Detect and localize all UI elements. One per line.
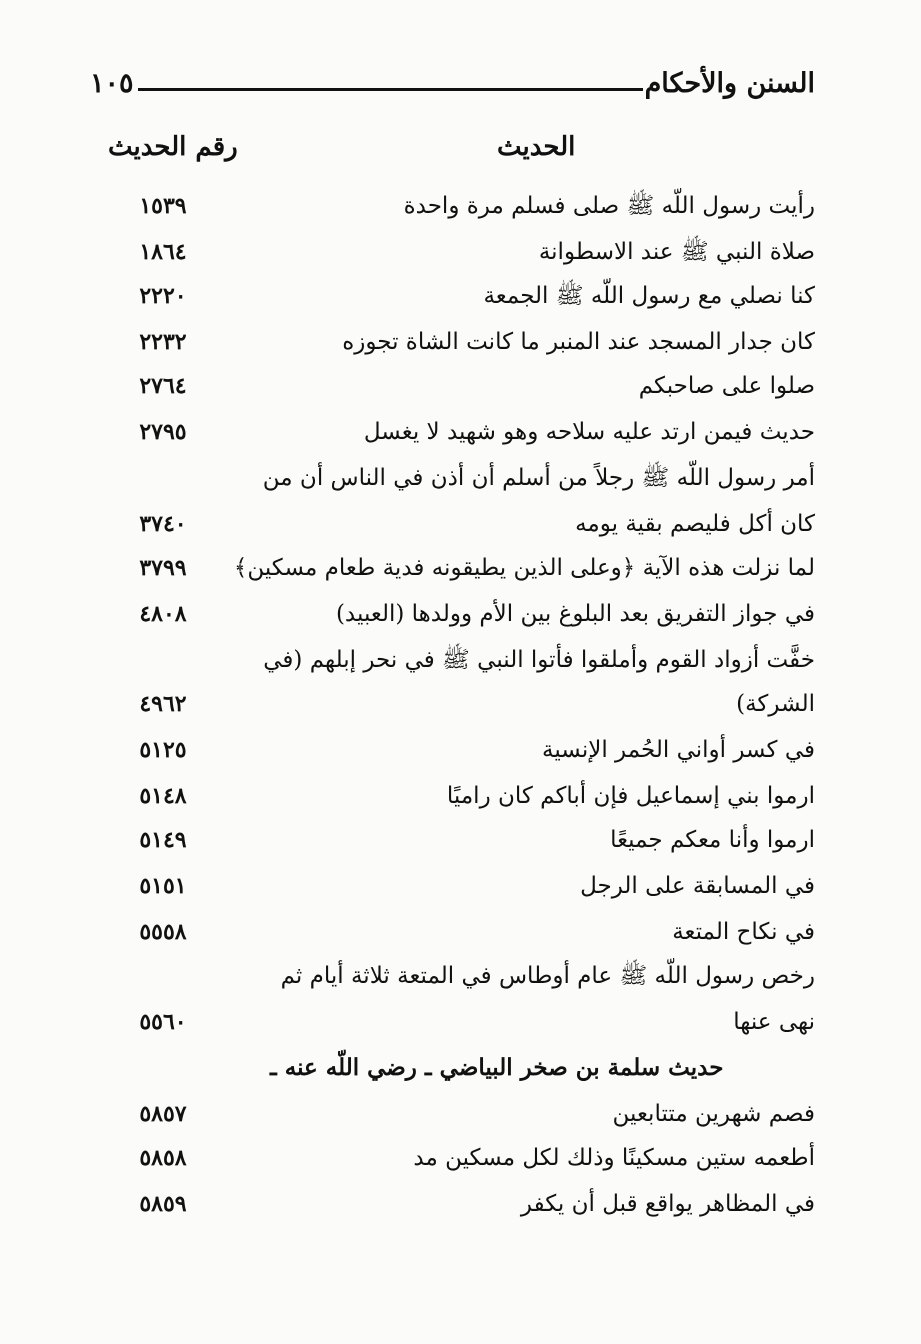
section-heading: حديث سلمة بن صخر البياضي ـ رضي اللّه عنه ـ (270, 1054, 724, 1081)
index-row (0, 594, 921, 634)
hadith-number: ٣٧٤٠ (139, 511, 187, 537)
index-row (0, 776, 921, 816)
hadith-text: نهى عنها (733, 1009, 815, 1035)
index-row (0, 820, 921, 860)
index-row (0, 504, 921, 544)
index-row (0, 1002, 921, 1042)
hadith-text: ارموا بني إسماعيل فإن أباكم كان راميًا (446, 783, 815, 809)
hadith-number: ٥١٤٩ (139, 827, 187, 853)
hadith-number: ٥٥٦٠ (139, 1009, 187, 1035)
running-header (90, 68, 815, 104)
index-row (0, 322, 921, 362)
index-row (0, 412, 921, 452)
hadith-number: ٤٨٠٨ (139, 601, 187, 627)
index-row (0, 684, 921, 724)
hadith-text: رأيت رسول اللّه ﷺ صلى فسلم مرة واحدة (403, 193, 815, 219)
index-row (0, 366, 921, 406)
index-row (0, 276, 921, 316)
index-row (0, 1138, 921, 1178)
hadith-text: رخص رسول اللّه ﷺ عام أوطاس في المتعة ثلاثة أيام ثم (280, 963, 815, 989)
hadith-text: كنا نصلي مع رسول اللّه ﷺ الجمعة (483, 283, 815, 309)
index-row (0, 1184, 921, 1224)
hadith-number: ١٥٣٩ (139, 193, 187, 219)
hadith-text: فصم شهرين متتابعين (612, 1101, 815, 1127)
index-row (0, 640, 921, 680)
hadith-number: ٥١٢٥ (139, 737, 187, 763)
running-title: السنن والأحكام (644, 68, 815, 99)
hadith-number: ٢٧٩٥ (139, 419, 187, 445)
page-number: ١٠٥ (90, 68, 134, 99)
hadith-text: أمر رسول اللّه ﷺ رجلاً من أسلم أن أذن في الناس أن من (262, 465, 815, 491)
index-row (0, 730, 921, 770)
hadith-number: ٥١٥١ (139, 873, 187, 899)
hadith-text: في كسر أواني الحُمر الإنسية (542, 737, 815, 763)
hadith-text: ارموا وأنا معكم جميعًا (610, 827, 815, 853)
hadith-number: ٣٧٩٩ (139, 555, 187, 581)
hadith-text: في المسابقة على الرجل (580, 873, 815, 899)
hadith-number: ٢٢٣٢ (139, 329, 187, 355)
hadith-text: خفَّت أزواد القوم وأملقوا فأتوا النبي ﷺ في نحر إبلهم (في (263, 647, 815, 673)
hadith-text: كان أكل فليصم بقية يومه (575, 511, 815, 537)
column-header-hadith: الحديث (497, 132, 576, 162)
index-row (0, 1094, 921, 1134)
index-row (0, 232, 921, 272)
index-row (0, 912, 921, 952)
hadith-number: ٥١٤٨ (139, 783, 187, 809)
column-header-number: رقم الحديث (108, 132, 238, 162)
hadith-number: ٥٨٥٧ (139, 1101, 187, 1127)
hadith-number: ٢٢٢٠ (139, 283, 187, 309)
index-row (0, 458, 921, 498)
hadith-text: الشركة) (736, 691, 815, 717)
hadith-text: كان جدار المسجد عند المنبر ما كانت الشاة تجوزه (342, 329, 815, 355)
hadith-text: في جواز التفريق بعد البلوغ بين الأم وولدها (العبيد) (335, 601, 815, 627)
hadith-text: لما نزلت هذه الآية ﴿وعلى الذين يطيقونه فدية طعام مسكين﴾ (233, 555, 815, 581)
hadith-number: ٤٩٦٢ (139, 691, 187, 717)
section-heading-row (0, 1048, 921, 1088)
hadith-number: ١٨٦٤ (139, 239, 187, 265)
hadith-number: ٥٥٥٨ (139, 919, 187, 945)
hadith-text: حديث فيمن ارتد عليه سلاحه وهو شهيد لا يغسل (363, 419, 815, 445)
hadith-number: ٥٨٥٩ (139, 1191, 187, 1217)
hadith-text: في نكاح المتعة (672, 919, 815, 945)
header-rule (138, 88, 643, 91)
hadith-text: صلاة النبي ﷺ عند الاسطوانة (538, 239, 815, 265)
hadith-text: أطعمه ستين مسكينًا وذلك لكل مسكين مد (413, 1145, 815, 1171)
hadith-text: صلوا على صاحبكم (638, 373, 815, 399)
hadith-number: ٢٧٦٤ (139, 373, 187, 399)
index-row (0, 186, 921, 226)
index-row (0, 548, 921, 588)
hadith-number: ٥٨٥٨ (139, 1145, 187, 1171)
index-row (0, 956, 921, 996)
hadith-text: في المظاهر يواقع قبل أن يكفر (520, 1191, 815, 1217)
index-row (0, 866, 921, 906)
